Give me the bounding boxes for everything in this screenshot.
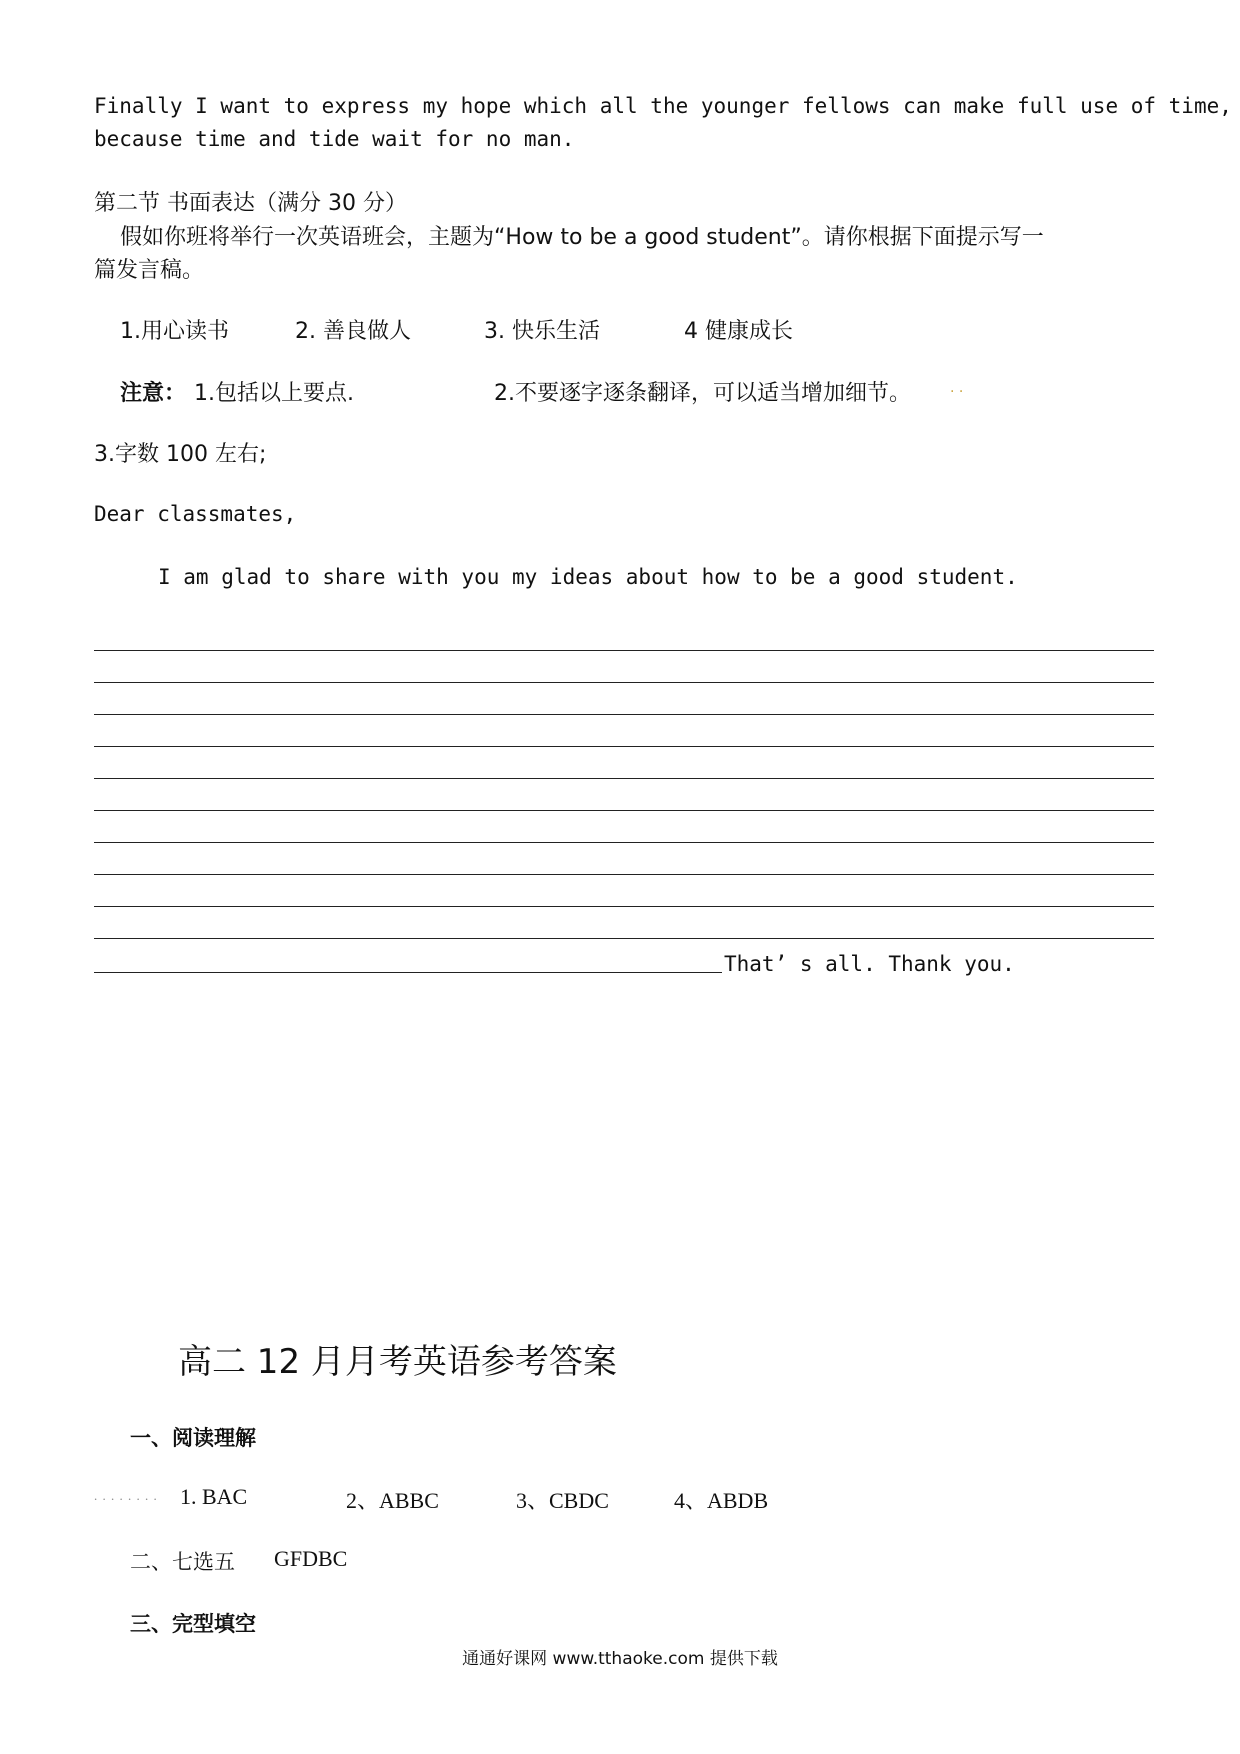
writing-line [94,842,1154,843]
closing-sentence: That’ s all. Thank you. [724,952,1015,976]
note-2-dots: . . [950,380,964,396]
leader-dots: . . . . . . . . [94,1488,158,1503]
answer-1: 1. BAC [180,1484,248,1509]
writing-line [94,938,1154,939]
answer-key-title: 高二 12 月月考英语参考答案 [178,1342,617,1382]
writing-line [94,714,1154,715]
note-1: 1.包括以上要点. [194,381,354,406]
writing-line [94,682,1154,683]
point-3: 3. 快乐生活 [484,319,600,344]
point-2: 2. 善良做人 [295,319,411,344]
prompt-line-2: 篇发言稿。 [94,258,205,283]
essay-line-1: Finally I want to express my hope which all the younger fellows can make full use of time, [94,94,1232,118]
essay-line-2: because time and tide wait for no man. [94,127,575,151]
writing-line-last [94,972,722,973]
opening-sentence: I am glad to share with you my ideas about how to be a good student. [158,565,1018,589]
page-footer: 通通好课网 www.tthaoke.com 提供下载 [462,1649,778,1669]
answer-3: 3、CBDC [516,1488,609,1513]
writing-line [94,810,1154,811]
writing-line [94,906,1154,907]
point-4: 4 健康成长 [684,319,793,344]
writing-line [94,778,1154,779]
note-2: 2.不要逐字逐条翻译，可以适当增加细节。 [494,381,911,406]
writing-line [94,650,1154,651]
writing-line [94,874,1154,875]
salutation: Dear classmates, [94,502,297,526]
answer-section-2-label: 二、七选五 [130,1550,235,1574]
note-label: 注意： [120,381,187,406]
answer-section-3: 三、完型填空 [130,1612,256,1636]
answer-section-2-value: GFDBC [274,1546,348,1571]
prompt-line-1: 假如你班将举行一次英语班会，主题为“How to be a good student”。请你根据下面提示写一 [120,225,1044,250]
answer-section-1: 一、阅读理解 [130,1426,256,1450]
writing-line [94,746,1154,747]
answer-2: 2、ABBC [346,1488,439,1513]
note-3: 3.字数 100 左右; [94,442,267,467]
point-1: 1.用心读书 [120,319,229,344]
answer-4: 4、ABDB [674,1488,769,1513]
section-heading: 第二节 书面表达（满分 30 分） [94,191,407,216]
